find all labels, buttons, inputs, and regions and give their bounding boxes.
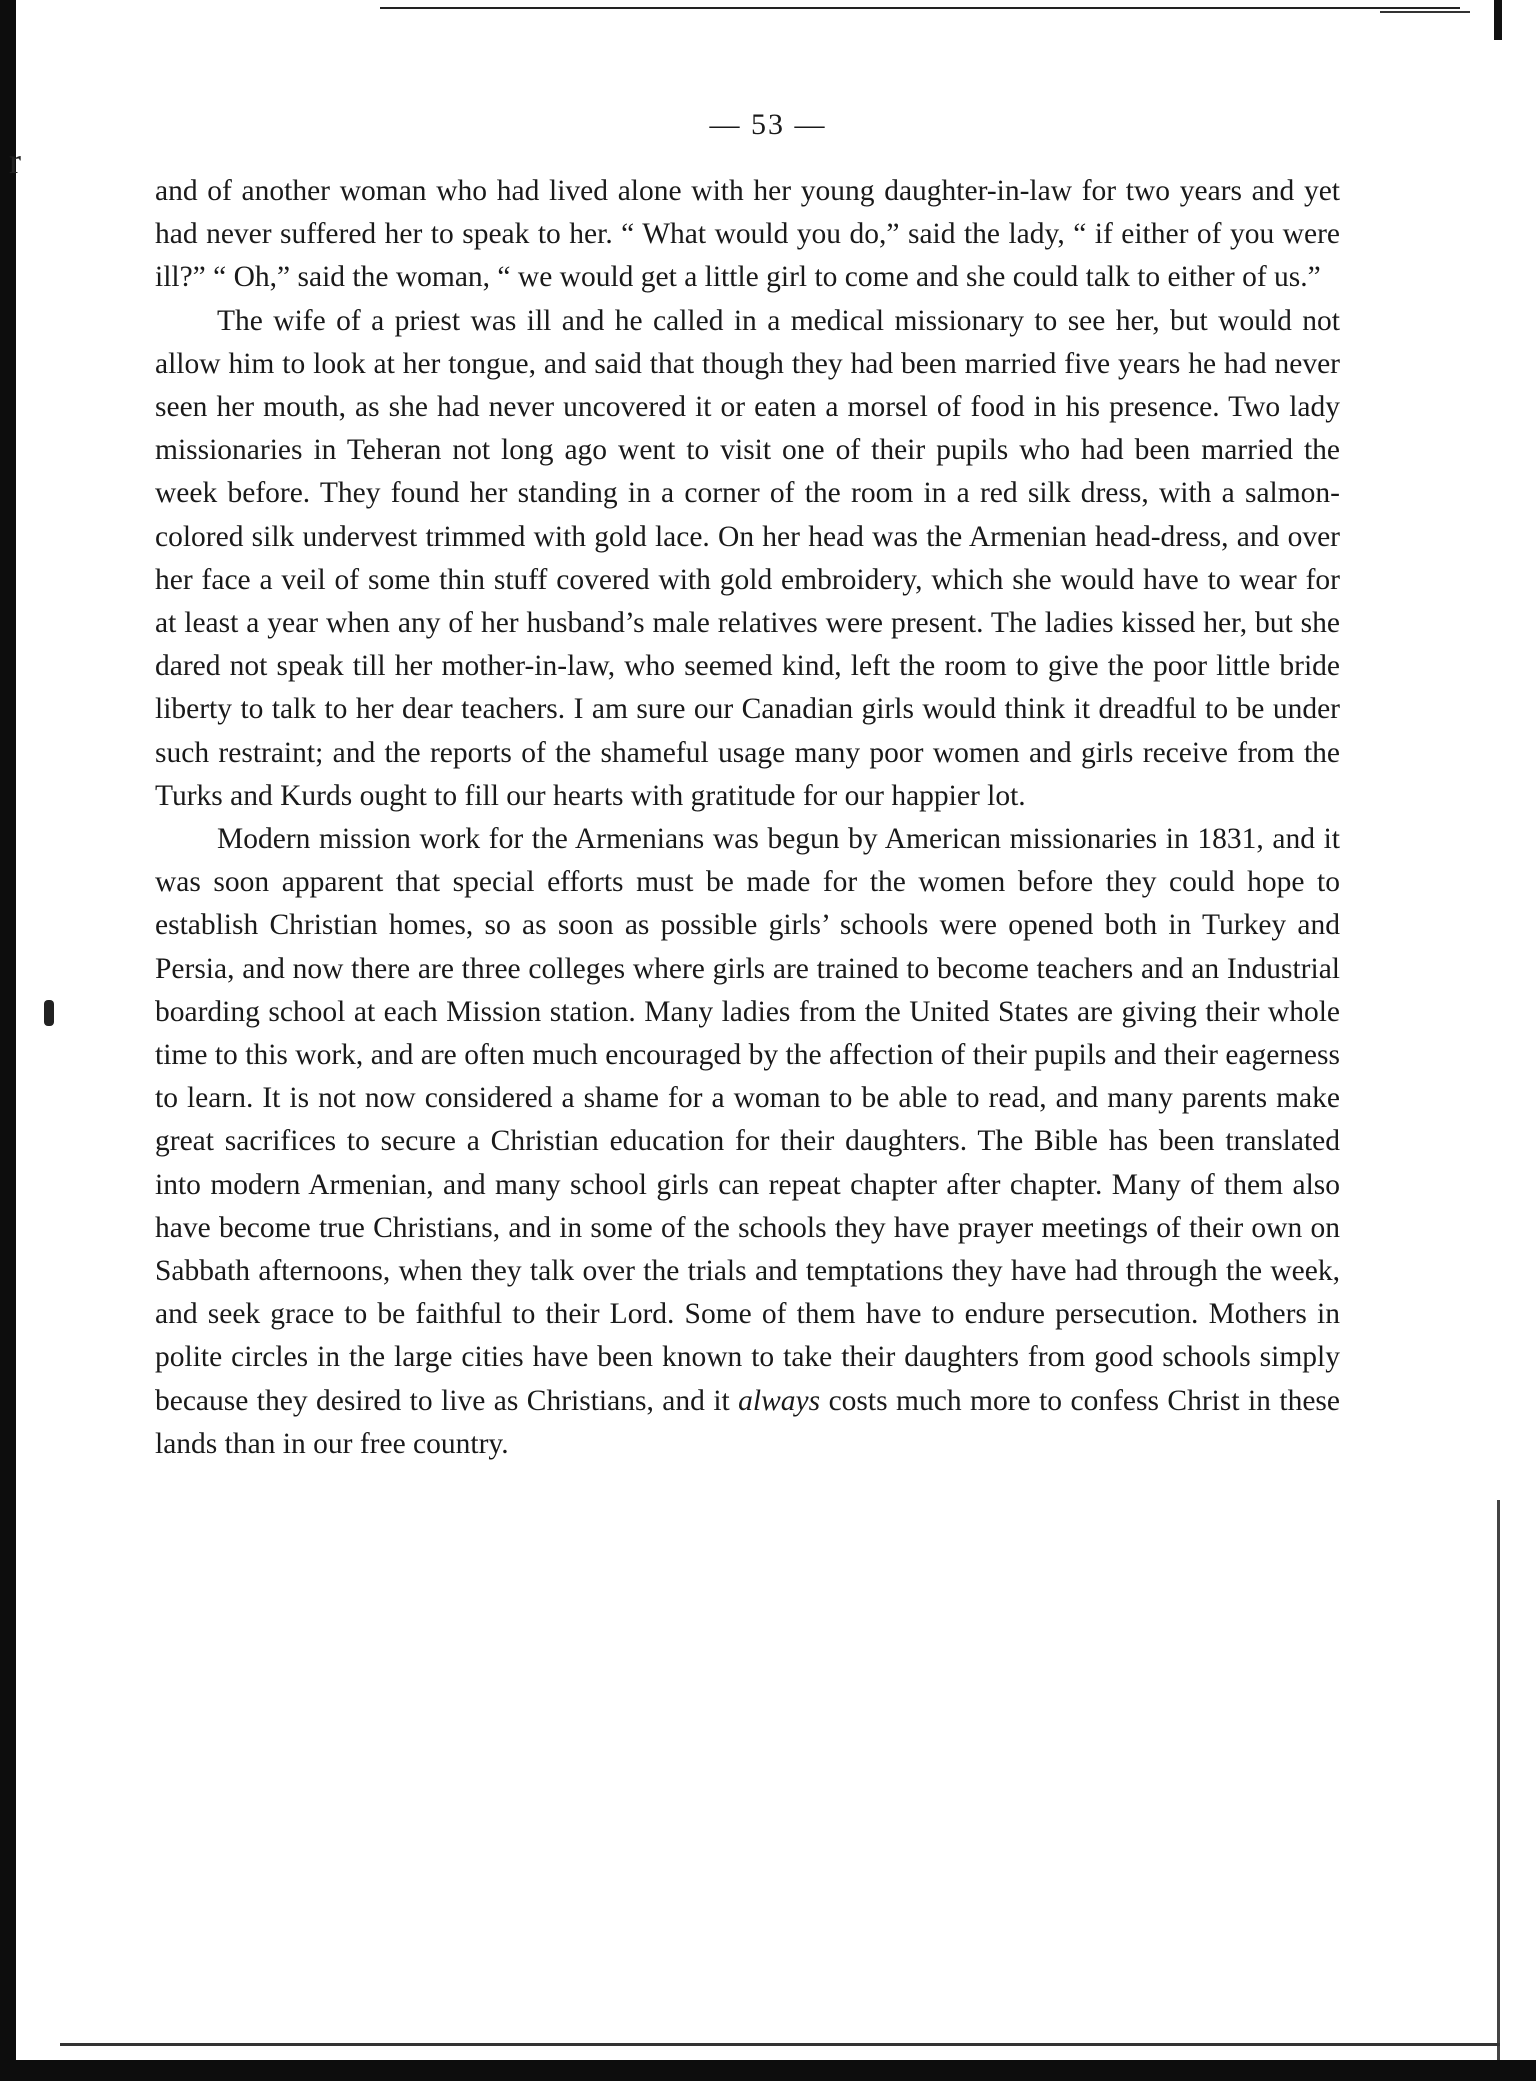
paragraph-2: The wife of a priest was ill and he called in a medical missionary to see her, but would not allow him to look at her tongue, and said that though they had been married five years he had never seen her mouth, as she had never uncovered it or eaten a morsel of food in his presence. Two lady missionaries in Teheran not long ago went to visit one of their pupils who had been married the week before. They found her standing in a corner of the room in a red silk dress, with a salmon-colored silk undervest trimmed with gold lace. On her head was the Armenian head-dress, and over her face a veil of some thin stuff covered with gold embroidery, which she would have to wear for at least a year when any of her husband’s male relatives were present. The ladies kissed her, but she dared not speak till her mother-in-law, who seemed kind, left the room to give the poor little bride liberty to talk to her dear teachers. I am sure our Canadian girls would think it dreadful to be under such restraint; and the reports of the shameful usage many poor women and girls receive from the Turks and Kurds ought to fill our hearts with gratitude for our happier lot. <box>155 304 1340 812</box>
margin-mark: r <box>9 141 21 181</box>
scan-edge-right <box>1494 0 1502 40</box>
paragraph-1: and of another woman who had lived alone with her young daughter-in-law for two years and yet had never suffered her to speak to her. “ What would you do,” said the lady, “ if either of you were ill?” “ Oh,” said the woman, “ we would get a little girl to come and she could talk to either of us.” <box>155 175 1340 294</box>
paragraph-3 <box>155 818 1340 1466</box>
margin-blot <box>44 1000 54 1026</box>
scan-edge-left <box>0 0 16 2081</box>
emphasis-always: always <box>738 1384 821 1417</box>
scan-edge-top <box>380 7 1460 9</box>
page-number: — 53 — <box>709 108 827 141</box>
scan-edge-right-lower <box>1497 1500 1500 2060</box>
scan-edge-bottom-line <box>60 2043 1500 2046</box>
scan-edge-top-right <box>1380 11 1470 13</box>
paragraph-3-text-a: Modern mission work for the Armenians was begun by American missionaries in 1831, and it was soon apparent that special efforts must be made for the women before they could hope to establish Christian homes, so as soon as possible girls’ schools were opened both in Turkey and Persia, and now there are three colleges where girls are trained to become teachers and an Industrial boarding school at each Mission station. Many ladies from the United States are giving their whole time to this work, and are often much encouraged by the affection of their pupils and their eagerness to learn. It is not now considered a shame for a woman to be able to read, and many parents make great sacrifices to secure a Christian education for their daughters. The Bible has been translated into modern Armenian, and many school girls can repeat chapter after chapter. Many of them also have become true Christians, and in some of the schools they have prayer meetings of their own on Sabbath afternoons, when they talk over the trials and temptations they have had through the week, and seek grace to be faithful to their Lord. Some of them have to endure persecution. Mothers in polite circles in the large cities have been known to take their daughters from good schools simply because they desired to live as Christians, and it <box>155 823 1340 1417</box>
paragraph-3-text-b: costs much more to confess Christ in these lands than in our free country. <box>155 1384 1340 1460</box>
body-text <box>155 170 1340 1466</box>
scan-edge-bottom <box>0 2060 1536 2081</box>
